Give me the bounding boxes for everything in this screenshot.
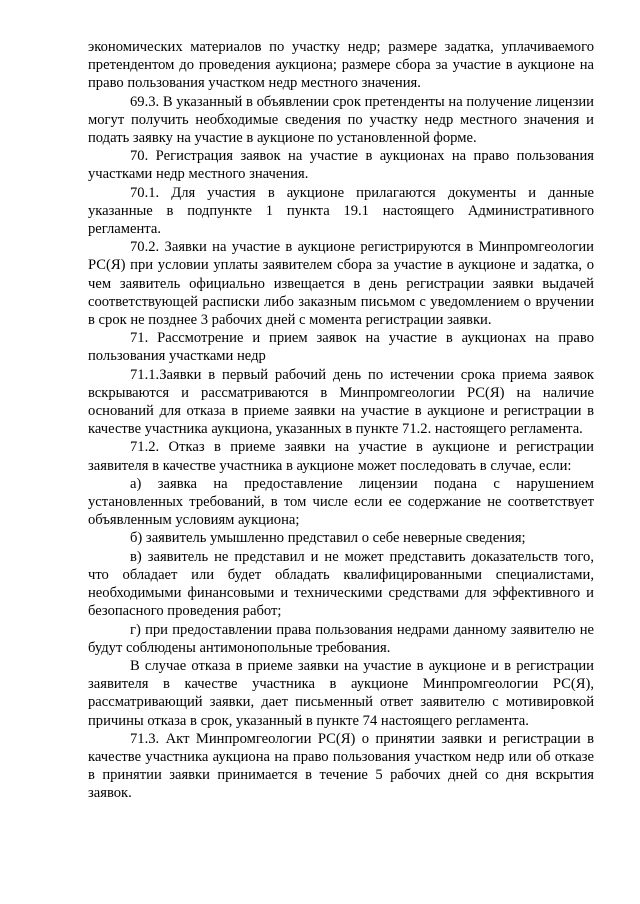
paragraph-71-1: 71.1.Заявки в первый рабочий день по истечении срока приема заявок вскрываются и рассматриваются в Минпромгеологии РС(Я) на наличие оснований для отказа в приеме заявки на участие в аукционе и регистрации в качестве участника аукциона, указанных в пункте 71.2. настоящего регламента. [88, 366, 594, 438]
paragraph-70-2: 70.2. Заявки на участие в аукционе регистрируются в Минпромгеологии РС(Я) при условии уплаты заявителем сбора за участие в аукционе и задатка, о чем заявитель официально извещается в день регистрации заявки выдачей соответствующей расписки либо заказным письмом с уведомлением о вручении в срок не позднее 3 рабочих дней с момента регистрации заявки. [88, 239, 594, 329]
paragraph-item-b: б) заявитель умышленно представил о себе неверные сведения; [130, 530, 526, 547]
paragraph-71-3: 71.3. Акт Минпромгеологии РС(Я) о принятии заявки и регистрации в качестве участника аукциона на право пользования участком недр или об отказе в принятии заявки принимается в течение 5 рабочих дней со дня вскрытия заявок. [88, 730, 594, 802]
paragraph-71-2: 71.2. Отказ в приеме заявки на участие в аукционе и регистрации заявителя в качестве участника в аукционе может последовать в случае, если: [88, 439, 594, 474]
paragraph-70-1: 70.1. Для участия в аукционе прилагаются документы и данные указанные в подпункте 1 пункта 19.1 настоящего Административного регламента. [88, 184, 594, 238]
paragraph-continuation: экономических материалов по участку недр; размере задатка, уплачиваемого претендентом до проведения аукциона; размере сбора за участие в аукционе на право пользования участком недр местного значения. [88, 39, 594, 92]
paragraph-69-3: 69.3. В указанный в объявлении срок претенденты на получение лицензии могут получить необходимые сведения по участку недр местного значения и подать заявку на участие в аукционе по установленной форме. [88, 93, 594, 147]
paragraph-refusal: В случае отказа в приеме заявки на участие в аукционе и в регистрации заявителя в качестве участника в аукционе Минпромгеологии РС(Я), рассматривающий заявки, дает письменный ответ заявителю с мотивировкой причины отказа в срок, указанный в пункте 74 настоящего регламента. [88, 657, 594, 729]
paragraph-item-a: а) заявка на предоставление лицензии подана с нарушением установленных требований, в том числе если ее содержание не соответствует объявленным условиям аукциона; [88, 475, 594, 529]
document-body [88, 38, 594, 803]
paragraph-item-g: г) при предоставлении права пользования недрами данному заявителю не будут соблюдены антимонопольные требования. [88, 621, 594, 656]
paragraph-70: 70. Регистрация заявок на участие в аукционах на право пользования участками недр местного значения. [88, 148, 594, 183]
paragraph-item-v: в) заявитель не представил и не может представить доказательств того, что обладает или будет обладать квалифицированными специалистами, необходимыми финансовыми и техническими средствами для эффективного и безопасного проведения работ; [88, 548, 594, 620]
paragraph-71: 71. Рассмотрение и прием заявок на участие в аукционах на право пользования участками недр [88, 330, 594, 365]
